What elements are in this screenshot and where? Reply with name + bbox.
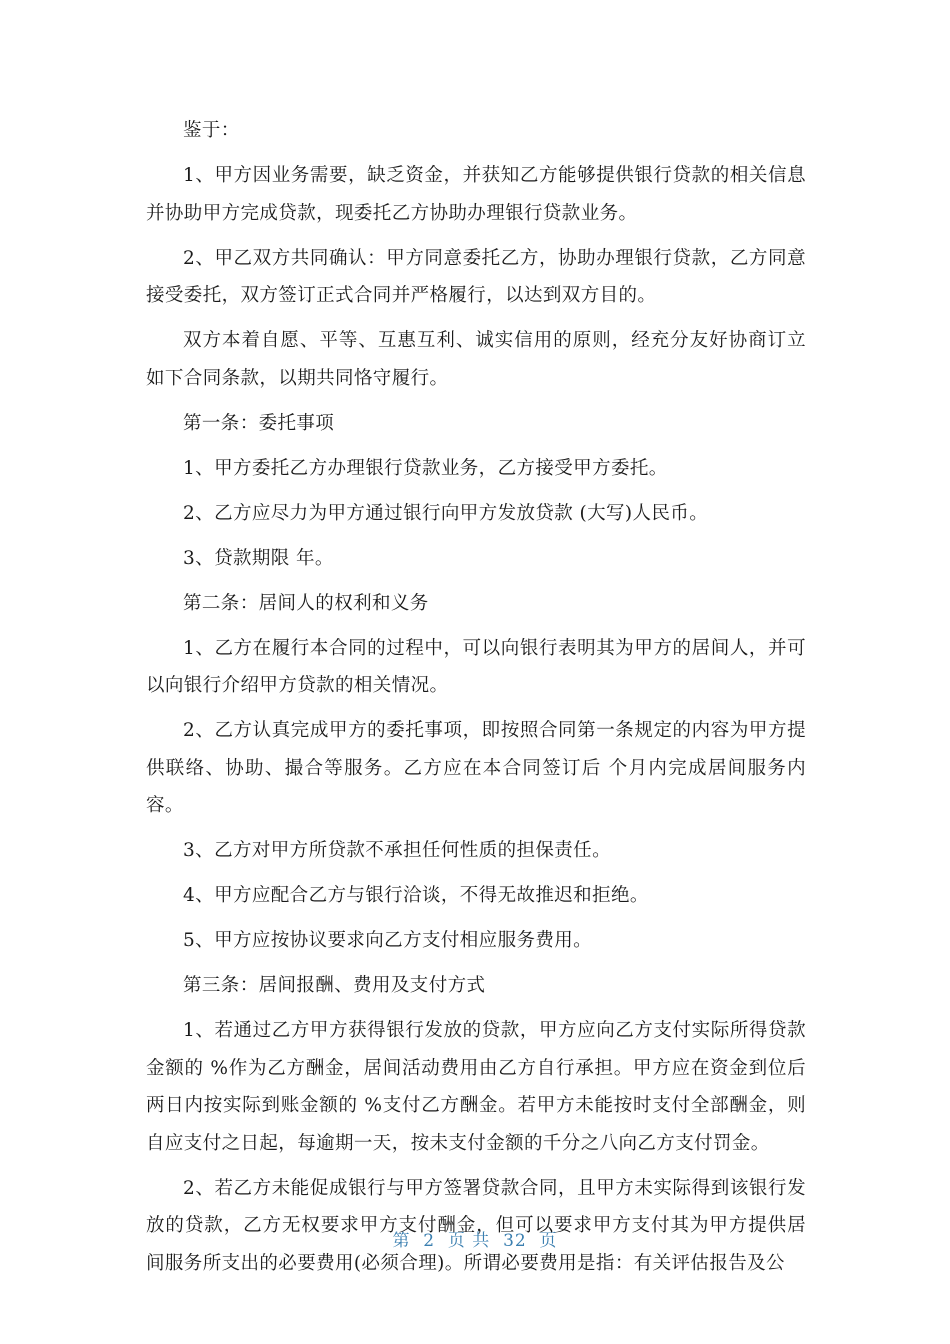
page-number-footer: 第 2 页 共 32 页 bbox=[392, 1231, 558, 1251]
article-2-clause-4: 4、甲方应配合乙方与银行洽谈，不得无故推迟和拒绝。 bbox=[183, 885, 649, 906]
article-1-heading: 第一条：委托事项 bbox=[183, 412, 335, 434]
article-2-clause-2: 2、乙方认真完成甲方的委托事项，即按照合同第一条规定的内容为甲方提供联络、协助、撮合等服务。乙方应在本合同签订后 个月内完成居间服务内容。 bbox=[146, 720, 806, 816]
paragraph-recitals-heading: 鉴于： bbox=[183, 120, 240, 141]
paragraph-recital-2: 2、甲乙双方共同确认：甲方同意委托乙方，协助办理银行贷款，乙方同意接受委托，双方签订正式合同并严格履行，以达到双方目的。 bbox=[146, 247, 806, 306]
document-body bbox=[146, 112, 806, 1290]
article-3-clause-2: 2、若乙方未能促成银行与甲方签署贷款合同，且甲方未实际得到该银行发放的贷款，乙方无权要求甲方支付酬金，但可以要求甲方支付其为甲方提供居间服务所支出的必要费用(必须合理)。所谓必要费用是指：有关评估报告及公 bbox=[146, 1177, 806, 1274]
article-2-clause-5: 5、甲方应按协议要求向乙方支付相应服务费用。 bbox=[183, 930, 593, 951]
article-3-clause-1: 1、若通过乙方甲方获得银行发放的贷款，甲方应向乙方支付实际所得贷款金额的 %作为乙方酬金，居间活动费用由乙方自行承担。甲方应在资金到位后两日内按实际到账金额的 %支付乙方酬金。若甲方未能按时支付全部酬金，则自应支付之日起，每逾期一天，按未支付金额的千分之八向乙方支付罚金。 bbox=[146, 1020, 806, 1154]
paragraph-principles: 双方本着自愿、平等、互惠互利、诚实信用的原则，经充分友好协商订立如下合同条款，以期共同恪守履行。 bbox=[146, 330, 806, 389]
article-2-clause-1: 1、乙方在履行本合同的过程中，可以向银行表明其为甲方的居间人，并可以向银行介绍甲方贷款的相关情况。 bbox=[146, 637, 806, 696]
article-1-clause-3: 3、贷款期限 年。 bbox=[183, 547, 334, 569]
article-2-heading: 第二条：居间人的权利和义务 bbox=[183, 592, 429, 614]
article-1-clause-2: 2、乙方应尽力为甲方通过银行向甲方发放贷款 (大写)人民币。 bbox=[183, 502, 709, 524]
article-2-clause-3: 3、乙方对甲方所贷款不承担任何性质的担保责任。 bbox=[183, 840, 611, 861]
paragraph-recital-1: 1、甲方因业务需要，缺乏资金，并获知乙方能够提供银行贷款的相关信息并协助甲方完成贷款，现委托乙方协助办理银行贷款业务。 bbox=[146, 165, 806, 224]
article-1-clause-1: 1、甲方委托乙方办理银行贷款业务，乙方接受甲方委托。 bbox=[183, 457, 668, 479]
article-3-heading: 第三条：居间报酬、费用及支付方式 bbox=[183, 975, 486, 996]
